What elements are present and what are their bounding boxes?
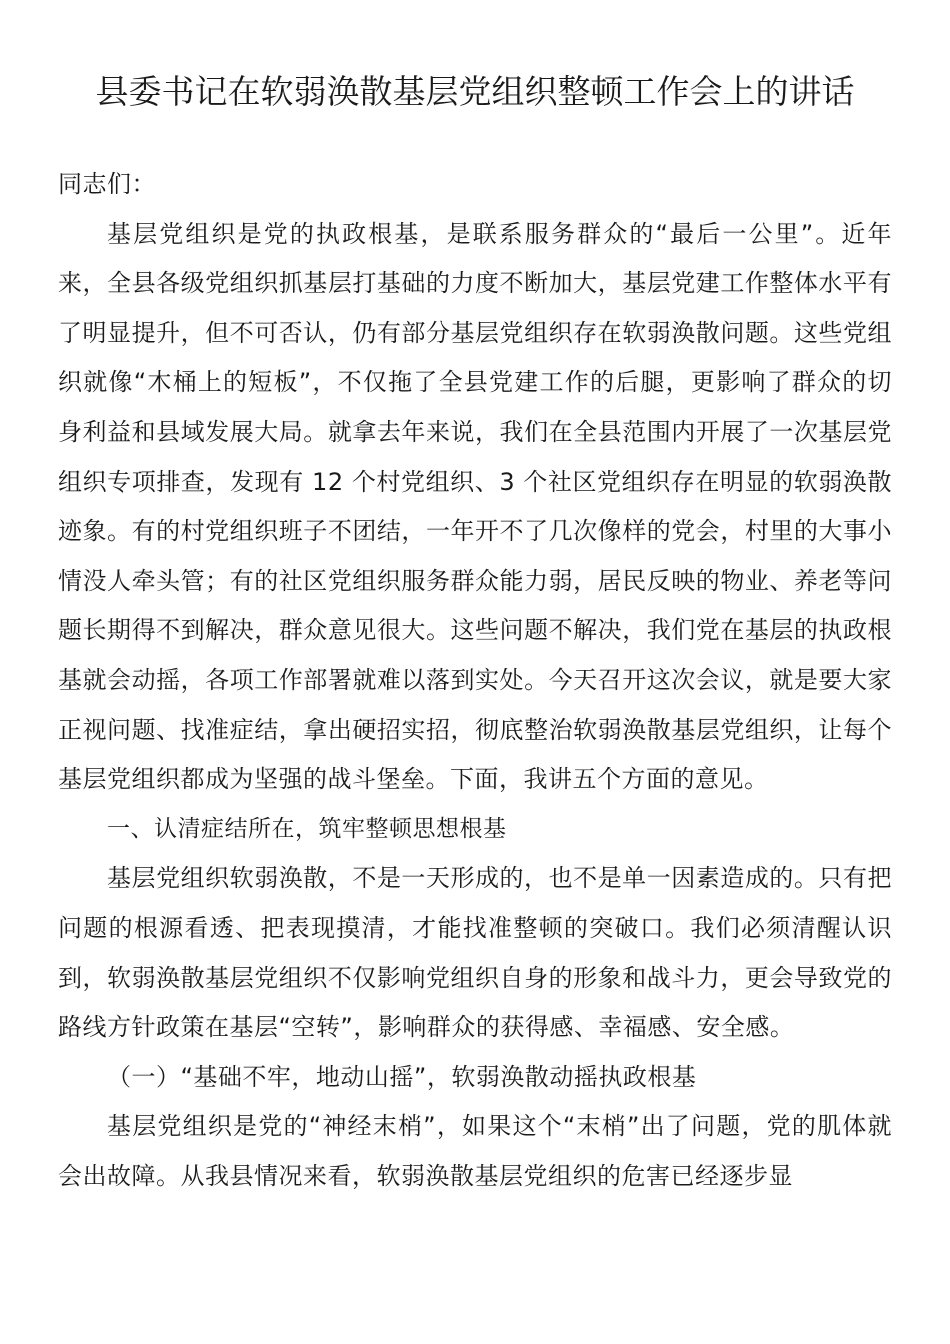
document-title: 县委书记在软弱涣散基层党组织整顿工作会上的讲话: [95, 72, 855, 111]
section-paragraph: 基层党组织软弱涣散，不是一天形成的，也不是单一因素造成的。只有把问题的根源看透、把表现摸清，才能找准整顿的突破口。我们必须清醒认识到，软弱涣散基层党组织不仅影响党组织自身的形象和战斗力，更会导致党的路线方针政策在基层“空转”，影响群众的获得感、幸福感、安全感。: [58, 864, 892, 1042]
body-paragraph: 基层党组织是党的执政根基，是联系服务群众的“最后一公里”。近年来，全县各级党组织抓基层打基础的力度不断加大，基层党建工作整体水平有了明显提升，但不可否认，仍有部分基层党组织存在软弱涣散问题。这些党组织就像“木桶上的短板”，不仅拖了全县党建工作的后腿，更影响了群众的切身利益和县域发展大局。就拿去年来说，我们在全县范围内开展了一次基层党组织专项排查，发现有 12 个村党组织、3 个社区党组织存在明显的软弱涣散迹象。有的村党组织班子不团结，一年开不了几次像样的党会，村里的大事小情没人牵头管；有的社区党组织服务群众能力弱，居民反映的物业、养老等问题长期得不到解决，群众意见很大。这些问题不解决，我们党在基层的执政根基就会动摇，各项工作部署就难以落到实处。今天召开这次会议，就是要大家正视问题、找准症结，拿出硬招实招，彻底整治软弱涣散基层党组织，让每个基层党组织都成为坚强的战斗堡垒。下面，我讲五个方面的意见。: [58, 219, 892, 794]
subsection-heading: （一）“基础不牢，地动山摇”，软弱涣散动摇执政根基: [107, 1062, 697, 1091]
subsection-paragraph: 基层党组织是党的“神经末梢”，如果这个“末梢”出了问题，党的肌体就会出故障。从我县情况来看，软弱涣散基层党组织的危害已经逐步显: [58, 1112, 892, 1190]
document-body: [58, 160, 892, 1201]
section-heading: 一、认清症结所在，筑牢整顿思想根基: [107, 815, 507, 842]
salutation: 同志们：: [58, 170, 156, 198]
